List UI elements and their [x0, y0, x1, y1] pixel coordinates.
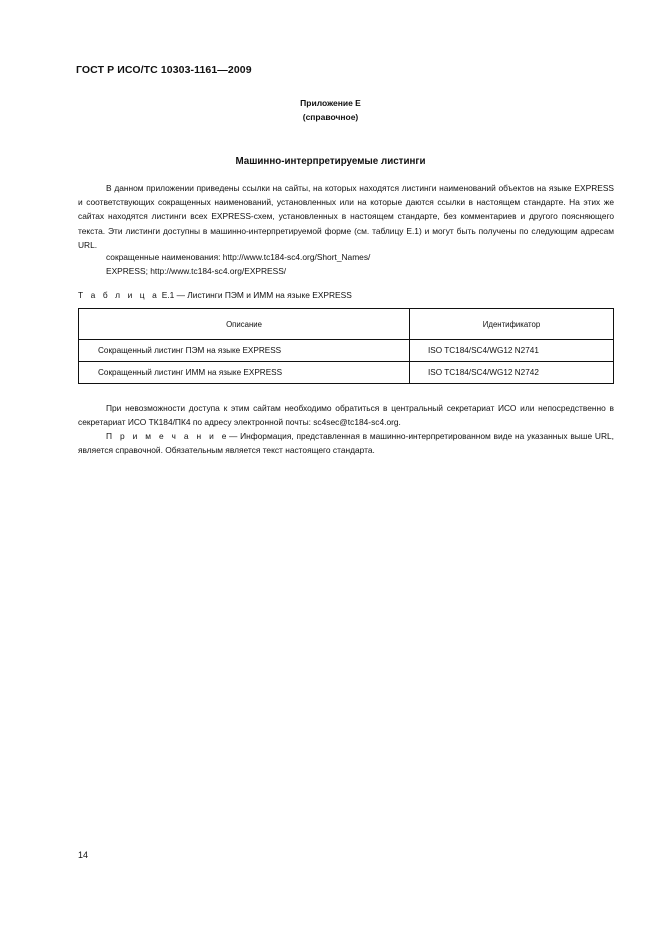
header-identifier: Идентификатор [410, 309, 614, 340]
standard-header: ГОСТ Р ИСО/ТС 10303-1161—2009 [76, 64, 252, 76]
note-text: — Информация, представленная в машинно-интерпретированном виде на указанных выше URL, является справочной. Обязательным является текст настоящего стандарта. [78, 431, 614, 456]
row-description: Сокращенный листинг ПЭМ на языке EXPRESS [79, 340, 410, 362]
row-identifier: ISO TC184/SC4/WG12 N2742 [410, 362, 614, 384]
fallback-paragraph-block [78, 401, 614, 429]
url-express: EXPRESS; http://www.tc184-sc4.org/EXPRESS/ [106, 265, 287, 276]
table-row [79, 362, 614, 384]
url-list [106, 251, 370, 278]
annex-title: Приложение E [300, 98, 361, 108]
annex-heading [0, 96, 661, 124]
url-short-names: сокращенные наименования: http://www.tc184-sc4.org/Short_Names/ [106, 252, 371, 262]
table-caption-text: E.1 — Листинги ПЭМ и ИММ на языке EXPRESS [161, 290, 352, 300]
intro-paragraph: В данном приложении приведены ссылки на сайты, на которых находятся листинги наименований объектов на языке EXPRESS и соответствующих сокращенных наименований, установленных или на которые даются ссылки в настоящем стандарте. На этих же сайтах находятся листинги всех EXPRESS-схем, установленных в настоящем стандарте, без комментариев и другого поясняющего текста. Эти листинги доступны в машинно-интерпретируемой форме (см. таблицу E.1) и могут быть получены по следующим адресам URL. [78, 183, 614, 250]
row-description: Сокращенный листинг ИММ на языке EXPRESS [79, 362, 410, 384]
section-title: Машинно-интерпретируемые листинги [235, 156, 426, 167]
intro-paragraph-block [78, 181, 614, 252]
table-caption-label: Т а б л и ц а [78, 290, 160, 300]
note-block [78, 429, 614, 457]
listing-table [78, 308, 614, 384]
table-header-row [79, 309, 614, 340]
note-paragraph [78, 429, 614, 457]
annex-type: (справочное) [302, 112, 359, 122]
header-description: Описание [79, 309, 410, 340]
table-caption [78, 290, 352, 300]
page-number: 14 [78, 850, 89, 860]
note-label: П р и м е ч а н и е [106, 431, 229, 441]
fallback-paragraph: При невозможности доступа к этим сайтам необходимо обратиться в центральный секретариат ИСО или непосредственно в секретариат ИСО ТК184/ПК4 по адресу электронной почты: sc4sec@tc184-sc4.org. [78, 403, 614, 428]
row-identifier: ISO TC184/SC4/WG12 N2741 [410, 340, 614, 362]
table-row [79, 340, 614, 362]
